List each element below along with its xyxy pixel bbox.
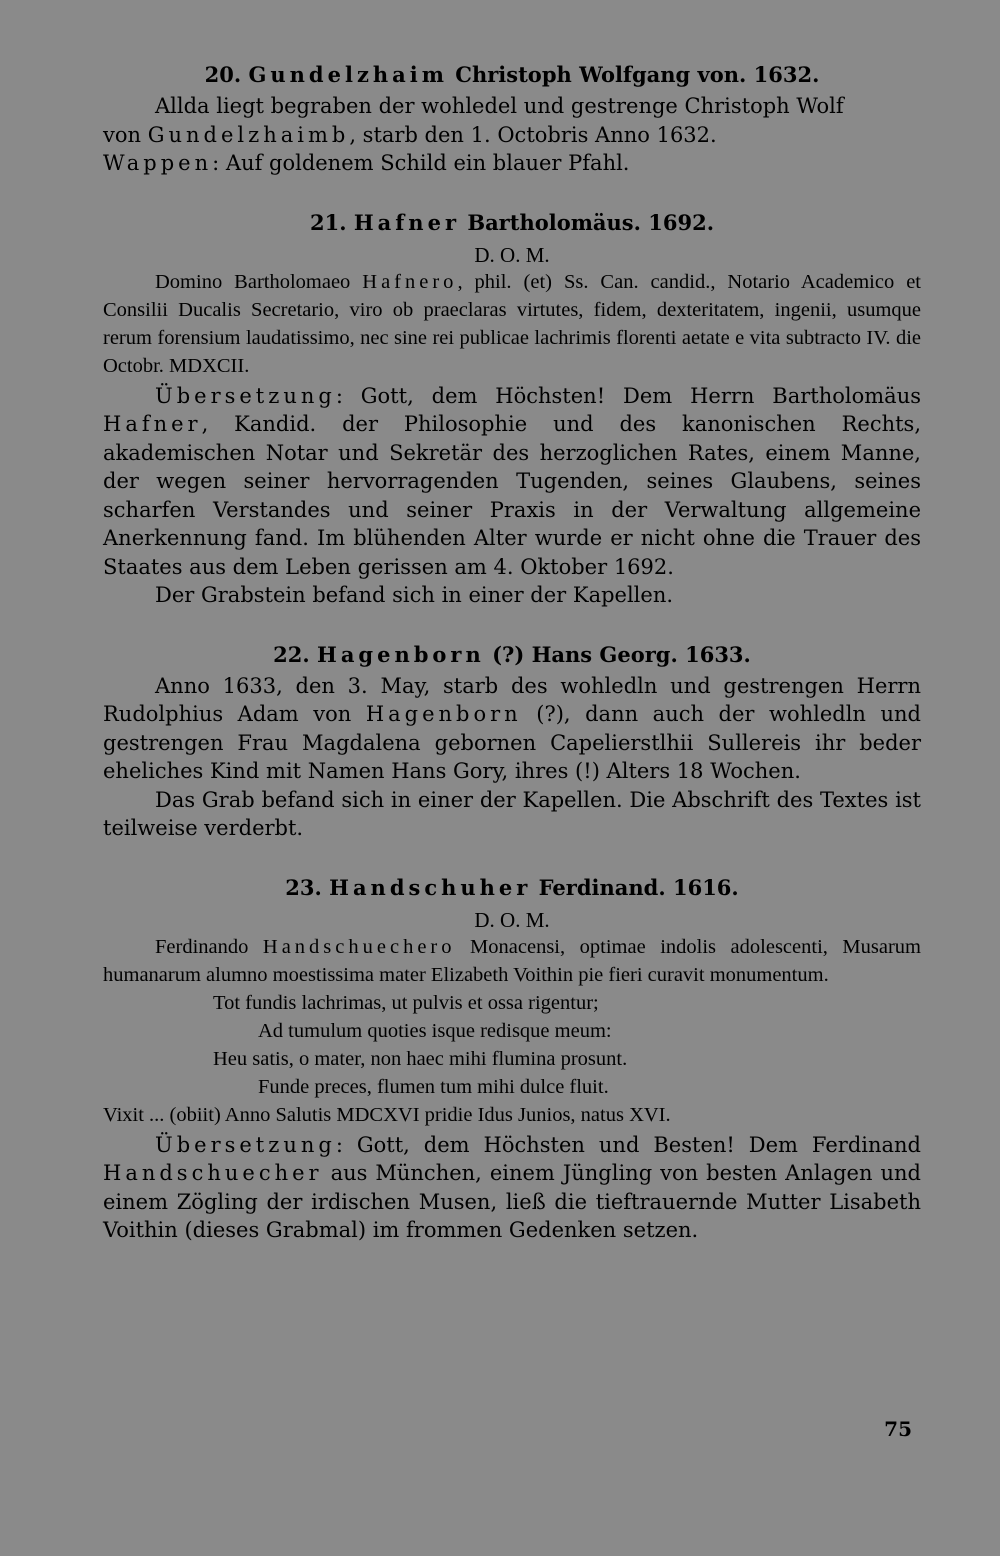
entry-22-text: Anno 1633, den 3. May, starb des wohledln und gestrengen Herrn Rudolphius Adam von Hagenborn (?), dann auch der wohledln und gestrengen Frau Magdalena gebornen Capelierstlhii Sullereis ihr beder eheliches Kind mit Namen Hans Gory, ihres (!) Alters 18 Wochen. [103,673,921,783]
page-body [103,60,921,1245]
entry-20-heading: 20. Gundelzhaim Christoph Wolfgang von. 1632. [204,62,820,87]
entry-21-heading: 21. Hafner Bartholomäus. 1692. [309,209,715,235]
verse-line: Funde preces, flumen tum mihi dulce fluit. [258,1075,609,1098]
entry-23-translation: Übersetzung: Gott, dem Höchsten und Besten! Dem Ferdinand Handschuecher aus München, einem Jüngling von besten Anlagen und einem Zögling der irdischen Musen, ließ die tieftrauernde Mutter Lisabeth Voithin (dieses Grabmal) im frommen Gedenken setzen. [103,1132,921,1242]
page-number: 75 [884,1417,912,1441]
entry-21-note: Der Grabstein befand sich in einer der Kapellen. [155,583,674,607]
entry-22-note: Das Grab befand sich in einer der Kapellen. Die Abschrift des Textes ist teilweise verderbt. [103,787,921,840]
entry-23-latin: Ferdinando Handschuechero Monacensi, optimae indolis adolescenti, Musarum humanarum alumno moestissima mater Elizabeth Voithin pie fieri curavit monumentum. [103,935,921,986]
entry-21-translation: Übersetzung: Gott, dem Höchsten! Dem Herrn Bartholomäus Hafner, Kandid. der Philosophie und des kanonischen Rechts, akademischen Notar und Sekretär des herzoglichen Rates, einem Manne, der wegen seiner hervorragenden Tugenden, seines Glaubens, seines scharfen Verstandes und seiner Praxis in der Verwaltung allgemeine Anerkennung fand. Im blühenden Alter wurde er nicht ohne die Trauer des Staates aus dem Leben gerissen am 4. Oktober 1692. [103,383,921,579]
entry-22-heading: 22. Hagenborn (?) Hans Georg. 1633. [273,641,751,667]
entry-20-text: Allda liegt begraben der wohledel und gestrenge Christoph Wolf von Gundelzhaimb, starb den 1. Octobris Anno 1632. Wappen: Auf goldenem Schild ein blauer Pfahl. [103,94,844,175]
verse-line: Heu satis, o mater, non haec mihi flumina prosunt. [213,1047,628,1070]
entry-21-dom: D. O. M. [474,242,550,267]
entry-23-dom: D. O. M. [474,907,550,932]
entry-23-verse [103,989,921,1101]
verse-line: Tot fundis lachrimas, ut pulvis et ossa rigentur; [213,991,599,1014]
entry-23-heading: 23. Handschuher Ferdinand. 1616. [285,874,739,900]
entry-23-vixit: Vixit ... (obiit) Anno Salutis MDCXVI pridie Idus Junios, natus XVI. [103,1103,671,1126]
verse-line: Ad tumulum quoties isque redisque meum: [258,1019,612,1042]
entry-21-latin: Domino Bartholomaeo Hafnero, phil. (et) Ss. Can. candid., Notario Academico et Consilii Ducalis Secretario, viro ob praeclaras virtutes, fidem, dexteritatem, ingenii, usumque rerum forensium laudatissimo, nec sine rei publicae lachrimis florenti aetate e vita subtracto IV. die Octobr. MDXCII. [103,270,921,377]
